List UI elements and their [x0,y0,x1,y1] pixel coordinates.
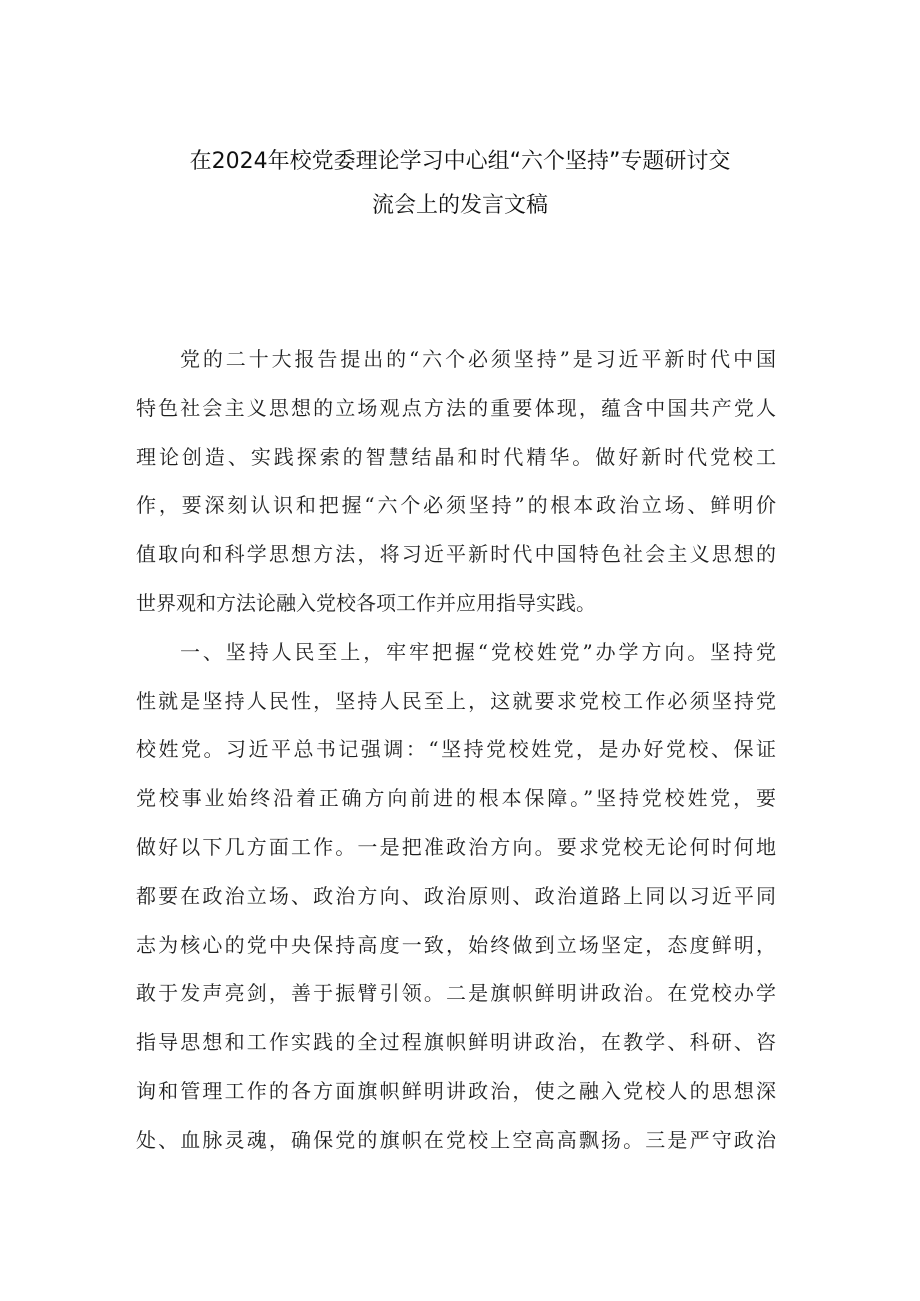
paragraph-1-line-4: 作，要深刻认识和把握“六个必须坚持”的根本政治立场、鲜明价 [136,493,776,518]
title-line-1: 在2024年校党委理论学习中心组“六个坚持”专题研讨交 [189,149,731,174]
paragraph-2-line-11: 处、血脉灵魂，确保党的旗帜在党校上空高高飘扬。三是严守政治 [136,1127,776,1152]
paragraph-2-line-7: 志为核心的党中央保持高度一致，始终做到立场坚定，态度鲜明， [136,932,776,957]
document-title [130,140,790,228]
paragraph-2-line-2: 性就是坚持人民性，坚持人民至上，这就要求党校工作必须坚持党 [136,688,776,713]
paragraph-2-line-4: 党校事业始终沿着正确方向前进的根本保障。”坚持党校姓党，要 [136,786,776,811]
paragraph-2-line-6: 都要在政治立场、政治方向、政治原则、政治道路上同以习近平同 [136,883,776,908]
paragraph-1-line-5: 值取向和科学思想方法，将习近平新时代中国特色社会主义思想的 [136,542,776,567]
paragraph-1-line-1: 党的二十大报告提出的“六个必须坚持”是习近平新时代中国 [180,347,776,371]
paragraph-2-line-1: 一、坚持人民至上，牢牢把握“党校姓党”办学方向。坚持党 [180,639,776,664]
paragraph-2-line-3: 校姓党。习近平总书记强调：“坚持党校姓党，是办好党校、保证 [136,737,776,762]
paragraph-1-line-3: 理论创造、实践探索的智慧结晶和时代精华。做好新时代党校工 [136,444,776,469]
paragraph-2-line-10: 询和管理工作的各方面旗帜鲜明讲政治，使之融入党校人的思想深 [136,1078,776,1103]
paragraph-2-line-5: 做好以下几方面工作。一是把准政治方向。要求党校无论何时何地 [136,834,776,859]
paragraph-2-line-8: 敢于发声亮剑，善于振臂引领。二是旗帜鲜明讲政治。在党校办学 [136,981,776,1006]
title-line-2: 流会上的发言文稿 [371,193,548,218]
document-body [136,335,776,1165]
paragraph-2-line-9: 指导思想和工作实践的全过程旗帜鲜明讲政治，在教学、科研、咨 [136,1030,776,1055]
paragraph-1-line-6: 世界观和方法论融入党校各项工作并应用指导实践。 [136,590,596,615]
paragraph-1-line-2: 特色社会主义思想的立场观点方法的重要体现，蕴含中国共产党人 [136,395,776,420]
